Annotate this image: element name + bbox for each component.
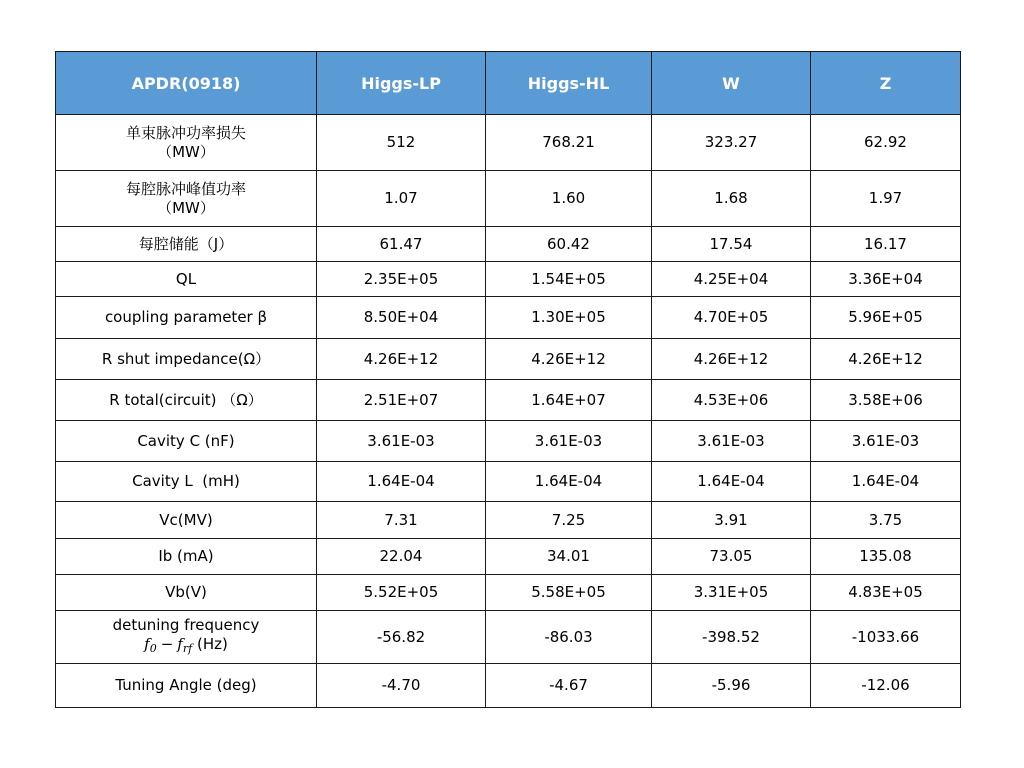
table-row — [56, 502, 961, 539]
cell-higgs-hl: 1.64E+07 — [486, 380, 652, 421]
cell-w: 3.61E-03 — [652, 421, 811, 462]
cell-higgs-hl: 4.26E+12 — [486, 339, 652, 380]
cell-higgs-lp: 2.35E+05 — [317, 262, 486, 297]
formula-sub-0: 0 — [149, 642, 157, 655]
cell-higgs-lp: 1.64E-04 — [317, 462, 486, 502]
formula-math — [144, 635, 192, 653]
table-row — [56, 575, 961, 611]
formula-frf: f — [177, 635, 183, 653]
row-label: Tuning Angle (deg) — [56, 664, 317, 708]
header-z: Z — [811, 52, 961, 115]
cell-z: 1.64E-04 — [811, 462, 961, 502]
cell-higgs-hl: -4.67 — [486, 664, 652, 708]
parameter-table — [55, 51, 961, 708]
cell-w: -5.96 — [652, 664, 811, 708]
table-row — [56, 339, 961, 380]
row-label: R total(circuit) （Ω） — [56, 380, 317, 421]
cell-higgs-lp: 61.47 — [317, 227, 486, 262]
row-label-line: detuning frequency — [112, 616, 260, 634]
row-label — [56, 115, 317, 171]
detuning-formula — [60, 635, 312, 658]
table-row — [56, 171, 961, 227]
cell-higgs-hl: 768.21 — [486, 115, 652, 171]
cell-higgs-lp: 8.50E+04 — [317, 297, 486, 339]
row-label — [56, 171, 317, 227]
cell-z: 4.83E+05 — [811, 575, 961, 611]
cell-z: -12.06 — [811, 664, 961, 708]
table-row — [56, 539, 961, 575]
cell-w: 1.64E-04 — [652, 462, 811, 502]
cell-w: 3.31E+05 — [652, 575, 811, 611]
row-label: Vb(V) — [56, 575, 317, 611]
header-higgs-lp: Higgs-LP — [317, 52, 486, 115]
cell-higgs-lp: 1.07 — [317, 171, 486, 227]
row-label-line: 每腔脉冲峰值功率 — [125, 179, 246, 198]
cell-w: 4.26E+12 — [652, 339, 811, 380]
row-label: QL — [56, 262, 317, 297]
row-label: R shut impedance(Ω） — [56, 339, 317, 380]
cell-w: -398.52 — [652, 611, 811, 664]
cell-z: 135.08 — [811, 539, 961, 575]
cell-w: 4.70E+05 — [652, 297, 811, 339]
table-row — [56, 421, 961, 462]
cell-w: 73.05 — [652, 539, 811, 575]
cell-higgs-hl: 60.42 — [486, 227, 652, 262]
table-row — [56, 380, 961, 421]
cell-higgs-lp: 5.52E+05 — [317, 575, 486, 611]
cell-higgs-hl: 3.61E-03 — [486, 421, 652, 462]
cell-z: 1.97 — [811, 171, 961, 227]
header-row — [56, 52, 961, 115]
formula-unit: (Hz) — [192, 635, 228, 653]
row-label-unit: （MW） — [157, 198, 215, 217]
cell-z: 5.96E+05 — [811, 297, 961, 339]
row-label-unit: （MW） — [157, 142, 215, 161]
header-apdr: APDR(0918) — [56, 52, 317, 115]
row-label — [56, 611, 317, 664]
table-row — [56, 664, 961, 708]
cell-w: 4.25E+04 — [652, 262, 811, 297]
table-row — [56, 115, 961, 171]
cell-higgs-lp: 4.26E+12 — [317, 339, 486, 380]
cell-higgs-hl: 7.25 — [486, 502, 652, 539]
header-w: W — [652, 52, 811, 115]
cell-z: 16.17 — [811, 227, 961, 262]
formula-f0: f — [144, 635, 150, 653]
table-row — [56, 227, 961, 262]
cell-z: 3.36E+04 — [811, 262, 961, 297]
cell-w: 1.68 — [652, 171, 811, 227]
row-label: coupling parameter β — [56, 297, 317, 339]
cell-higgs-hl: -86.03 — [486, 611, 652, 664]
cell-w: 3.91 — [652, 502, 811, 539]
cell-w: 4.53E+06 — [652, 380, 811, 421]
table-row — [56, 611, 961, 664]
table-row — [56, 462, 961, 502]
cell-higgs-lp: -4.70 — [317, 664, 486, 708]
cell-higgs-hl: 1.60 — [486, 171, 652, 227]
cell-higgs-hl: 34.01 — [486, 539, 652, 575]
table-row — [56, 297, 961, 339]
cell-w: 323.27 — [652, 115, 811, 171]
formula-sub-rf: rf — [182, 642, 193, 655]
cell-higgs-lp: -56.82 — [317, 611, 486, 664]
cell-z: 3.61E-03 — [811, 421, 961, 462]
cell-higgs-lp: 3.61E-03 — [317, 421, 486, 462]
table-row — [56, 262, 961, 297]
cell-higgs-hl: 1.30E+05 — [486, 297, 652, 339]
row-label: Vc(MV) — [56, 502, 317, 539]
cell-higgs-hl: 1.54E+05 — [486, 262, 652, 297]
cell-z: 4.26E+12 — [811, 339, 961, 380]
header-higgs-hl: Higgs-HL — [486, 52, 652, 115]
cell-higgs-lp: 22.04 — [317, 539, 486, 575]
cell-z: 62.92 — [811, 115, 961, 171]
cell-higgs-lp: 512 — [317, 115, 486, 171]
cell-z: -1033.66 — [811, 611, 961, 664]
cell-higgs-lp: 7.31 — [317, 502, 486, 539]
cell-z: 3.58E+06 — [811, 380, 961, 421]
cell-z: 3.75 — [811, 502, 961, 539]
row-label: Cavity L (mH) — [56, 462, 317, 502]
row-label: Ib (mA) — [56, 539, 317, 575]
cell-higgs-lp: 2.51E+07 — [317, 380, 486, 421]
cell-higgs-hl: 5.58E+05 — [486, 575, 652, 611]
row-label: Cavity C (nF) — [56, 421, 317, 462]
row-label-line: 单束脉冲功率损失 — [125, 123, 246, 142]
cell-w: 17.54 — [652, 227, 811, 262]
formula-minus: − — [160, 635, 174, 653]
row-label: 每腔储能（J） — [56, 227, 317, 262]
cell-higgs-hl: 1.64E-04 — [486, 462, 652, 502]
